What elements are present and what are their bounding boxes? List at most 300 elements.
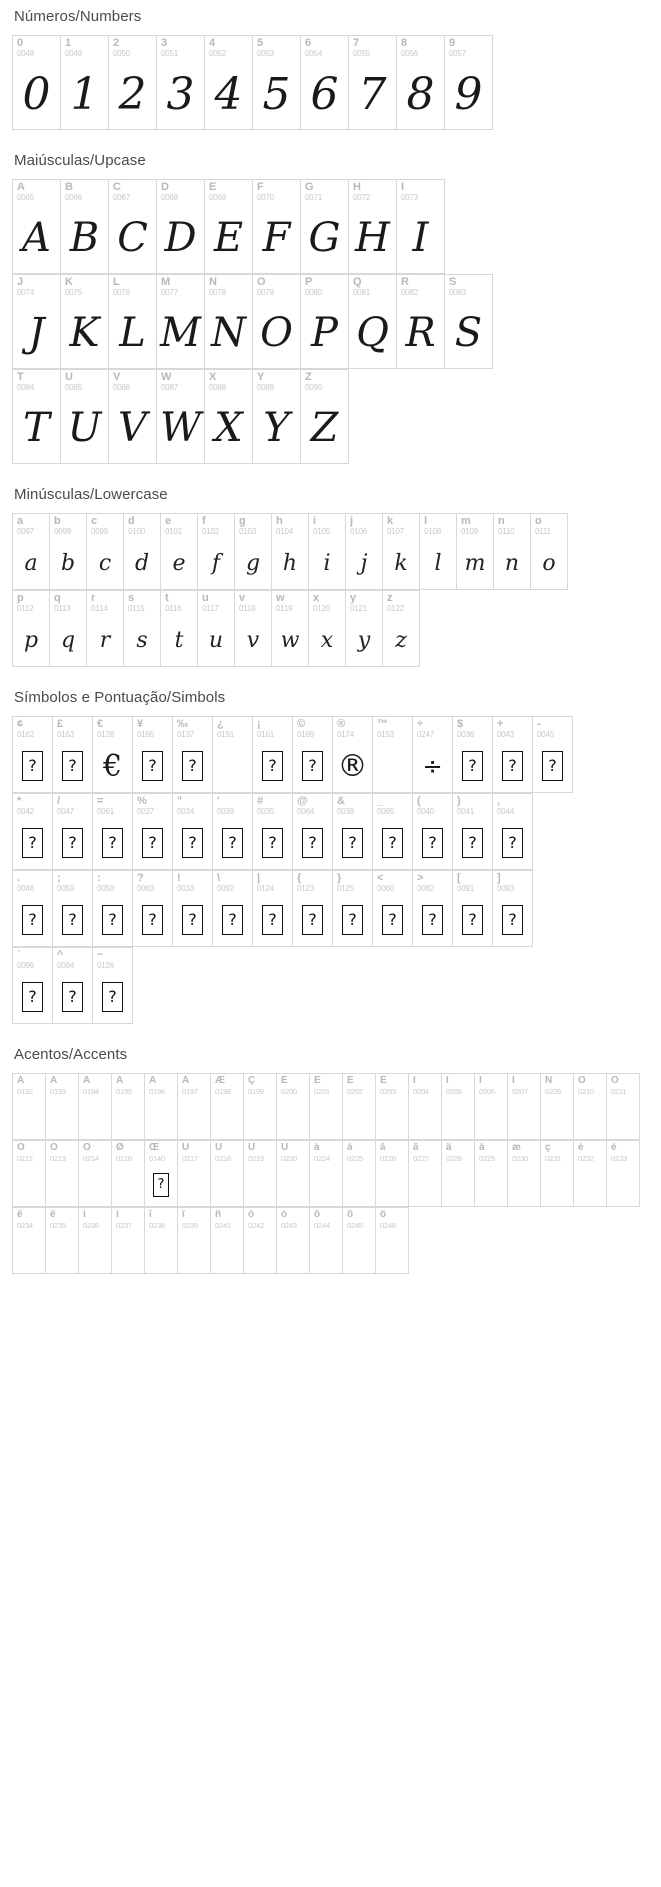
glyph-codepoint-label: 0233 [611, 1154, 627, 1163]
glyph-cell[interactable] [531, 514, 568, 590]
glyph-cell[interactable] [333, 871, 373, 947]
glyph-cell[interactable] [133, 871, 173, 947]
glyph-cell-header [493, 794, 532, 816]
glyph-cell[interactable] [253, 794, 293, 870]
glyph-codepoint-label: 0095 [377, 807, 394, 816]
glyph-char-label: Õ [50, 1143, 58, 1153]
glyph-char-label: ó [281, 1210, 288, 1220]
glyph-char-label: p [17, 593, 24, 604]
glyph-codepoint-label: 0230 [512, 1154, 528, 1163]
glyph-cell[interactable] [124, 514, 161, 590]
glyph-row [12, 870, 533, 947]
glyph-cell-header [61, 370, 108, 392]
glyph-cell[interactable] [277, 1141, 310, 1207]
glyph-preview [133, 893, 172, 947]
glyph-cell[interactable] [13, 514, 50, 590]
glyph-cell[interactable] [46, 1141, 79, 1207]
glyph-cell-header [205, 180, 252, 202]
glyph-codepoint-label: 0046 [17, 884, 34, 893]
glyph-codepoint-label: 0090 [305, 383, 322, 392]
glyph-cell[interactable] [13, 717, 53, 793]
glyph-cell[interactable] [79, 1208, 112, 1274]
glyph-cell[interactable] [349, 275, 397, 369]
glyph-cell-header [13, 591, 49, 613]
glyph-cell[interactable] [13, 36, 61, 130]
glyph-cell-header [173, 717, 212, 739]
glyph-cell[interactable] [46, 1208, 79, 1274]
glyph-preview [346, 613, 382, 667]
glyph-cell-header [161, 591, 197, 613]
glyph-char-label: " [177, 796, 183, 807]
glyph-char-label: } [337, 873, 342, 884]
glyph-cell[interactable] [310, 1141, 343, 1207]
glyph-cell[interactable] [376, 1074, 409, 1140]
glyph-char-label: V [113, 372, 121, 383]
glyph-char-label: . [17, 873, 21, 884]
glyph-cell[interactable] [157, 370, 205, 464]
glyph-char-label: À [17, 1076, 25, 1086]
glyph-cell[interactable] [310, 1208, 343, 1274]
glyph-cell-header [607, 1074, 639, 1096]
glyph-cell[interactable] [383, 591, 420, 667]
glyph-cell[interactable] [346, 591, 383, 667]
glyph-cell[interactable] [178, 1074, 211, 1140]
glyph-character: F [262, 215, 291, 262]
glyph-cell[interactable] [50, 514, 87, 590]
glyph-cell[interactable] [53, 794, 93, 870]
glyph-cell[interactable] [277, 1074, 310, 1140]
glyph-cell[interactable] [213, 871, 253, 947]
glyph-cell[interactable] [494, 514, 531, 590]
glyph-char-label: r [91, 593, 96, 604]
glyph-preview [493, 816, 532, 870]
glyph-cell[interactable] [50, 591, 87, 667]
glyph-cell[interactable] [178, 1208, 211, 1274]
glyph-char-label: ò [248, 1210, 255, 1220]
section-title: Símbolos e Pontuação/Simbols [14, 689, 226, 706]
glyph-cell[interactable] [173, 794, 213, 870]
glyph-cell[interactable] [13, 180, 61, 274]
glyph-char-label: L [113, 277, 120, 288]
glyph-cell[interactable] [112, 1141, 145, 1207]
glyph-cell[interactable] [508, 1141, 541, 1207]
glyph-codepoint-label: 0096 [17, 961, 34, 970]
glyph-codepoint-label: 0088 [209, 383, 226, 392]
glyph-preview [213, 816, 252, 870]
glyph-cell[interactable] [13, 1208, 46, 1274]
glyph-cell[interactable] [376, 1141, 409, 1207]
glyph-preview [413, 816, 452, 870]
glyph-cell[interactable] [397, 180, 445, 274]
glyph-cell[interactable] [373, 794, 413, 870]
glyph-cell[interactable] [253, 180, 301, 274]
glyph-codepoint-label: 0192 [17, 1087, 33, 1096]
glyph-cell[interactable] [157, 180, 205, 274]
glyph-cell[interactable] [453, 871, 493, 947]
glyph-cell[interactable] [253, 871, 293, 947]
glyph-row [12, 716, 573, 793]
glyph-cell[interactable] [607, 1074, 640, 1140]
glyph-cell[interactable] [244, 1208, 277, 1274]
glyph-cell-header [442, 1141, 474, 1163]
glyph-char-label: ì [83, 1210, 86, 1220]
glyph-cell[interactable] [445, 36, 493, 130]
glyph-character: R [405, 310, 436, 357]
glyph-cell[interactable] [244, 1141, 277, 1207]
glyph-preview [109, 202, 156, 274]
glyph-character: J [28, 310, 45, 357]
glyph-cell[interactable] [13, 591, 50, 667]
glyph-cell[interactable] [574, 1141, 607, 1207]
glyph-codepoint-label: 0035 [257, 807, 274, 816]
glyph-preview [445, 297, 492, 369]
glyph-char-label: î [149, 1210, 152, 1220]
glyph-cell[interactable] [493, 871, 533, 947]
glyph-cell[interactable] [109, 36, 157, 130]
glyph-cell[interactable] [413, 794, 453, 870]
glyph-cell[interactable] [253, 275, 301, 369]
glyph-char-label: Ù [182, 1143, 190, 1153]
glyph-cell[interactable] [457, 514, 494, 590]
glyph-cell[interactable] [343, 1208, 376, 1274]
glyph-char-label: ~ [97, 950, 104, 961]
glyph-cell[interactable] [211, 1208, 244, 1274]
glyph-char-label: @ [297, 796, 308, 807]
glyph-cell[interactable] [244, 1074, 277, 1140]
missing-glyph-box-icon: ? [62, 905, 83, 935]
glyph-cell[interactable] [198, 514, 235, 590]
glyph-cell[interactable] [343, 1074, 376, 1140]
missing-glyph-box-icon: ? [153, 1173, 169, 1197]
glyph-cell[interactable] [13, 948, 53, 1024]
glyph-codepoint-label: 0212 [17, 1154, 33, 1163]
glyph-cell[interactable] [61, 180, 109, 274]
glyph-cell[interactable] [205, 36, 253, 130]
glyph-character: o [542, 550, 556, 576]
glyph-char-label: % [137, 796, 147, 807]
missing-glyph-box-icon: ? [342, 905, 363, 935]
glyph-cell[interactable] [13, 370, 61, 464]
glyph-cell[interactable] [453, 717, 493, 793]
glyph-cell[interactable] [53, 717, 93, 793]
glyph-cell[interactable] [309, 514, 346, 590]
section-title: Acentos/Accents [14, 1046, 128, 1063]
glyph-cell[interactable] [173, 717, 213, 793]
glyph-cell[interactable] [211, 1141, 244, 1207]
glyph-cell-header [13, 948, 52, 970]
glyph-cell[interactable] [87, 514, 124, 590]
glyph-cell[interactable] [343, 1141, 376, 1207]
glyph-preview [93, 970, 132, 1024]
glyph-char-label: b [54, 516, 61, 527]
glyph-cell[interactable] [61, 275, 109, 369]
glyph-cell[interactable] [133, 794, 173, 870]
glyph-character: 3 [166, 68, 195, 120]
glyph-cell[interactable] [198, 591, 235, 667]
glyph-char-label: Û [248, 1143, 256, 1153]
glyph-cell[interactable] [309, 591, 346, 667]
glyph-char-label: é [611, 1143, 617, 1153]
glyph-preview [349, 58, 396, 130]
glyph-char-label: i [313, 516, 317, 527]
glyph-character: ® [337, 748, 368, 784]
glyph-char-label: 1 [65, 38, 72, 49]
glyph-cell-header [173, 871, 212, 893]
glyph-cell[interactable] [211, 1074, 244, 1140]
glyph-cell-header [333, 717, 372, 739]
glyph-cell[interactable] [397, 275, 445, 369]
glyph-cell[interactable] [205, 370, 253, 464]
glyph-codepoint-label: 0199 [248, 1087, 264, 1096]
glyph-cell-header [213, 871, 252, 893]
glyph-codepoint-label: 0083 [449, 288, 466, 297]
glyph-cell[interactable] [475, 1141, 508, 1207]
glyph-char-label: Ê [347, 1076, 354, 1086]
glyph-cell[interactable] [109, 370, 157, 464]
glyph-preview [493, 739, 532, 793]
glyph-character: O [260, 310, 293, 357]
glyph-cell[interactable] [145, 1074, 178, 1140]
glyph-cell[interactable] [333, 717, 373, 793]
glyph-char-label: j [350, 516, 354, 527]
glyph-codepoint-label: 0202 [347, 1087, 363, 1096]
glyph-codepoint-label: 0098 [54, 527, 71, 536]
glyph-cell[interactable] [272, 591, 309, 667]
glyph-cell[interactable] [493, 717, 533, 793]
glyph-cell[interactable] [46, 1074, 79, 1140]
glyph-preview [178, 1096, 210, 1140]
glyph-preview [211, 1230, 243, 1274]
glyph-character: c [98, 550, 112, 576]
glyph-char-label: O [257, 277, 266, 288]
glyph-cell[interactable] [301, 36, 349, 130]
glyph-cell[interactable] [109, 180, 157, 274]
glyph-cell[interactable] [541, 1074, 574, 1140]
glyph-cell[interactable] [133, 717, 173, 793]
glyph-char-label: | [257, 873, 261, 884]
glyph-codepoint-label: 0244 [314, 1221, 330, 1230]
glyph-cell[interactable] [109, 275, 157, 369]
glyph-cell[interactable] [93, 871, 133, 947]
glyph-cell[interactable] [272, 514, 309, 590]
glyph-cell[interactable] [253, 36, 301, 130]
glyph-cell[interactable] [161, 591, 198, 667]
glyph-cell[interactable] [173, 871, 213, 947]
glyph-char-label: R [401, 277, 409, 288]
glyph-char-label: [ [457, 873, 461, 884]
glyph-char-label: ê [17, 1210, 23, 1220]
glyph-cell[interactable] [397, 36, 445, 130]
glyph-cell[interactable] [301, 180, 349, 274]
glyph-preview [61, 297, 108, 369]
glyph-character: D [164, 215, 197, 262]
glyph-cell[interactable] [235, 514, 272, 590]
glyph-preview [373, 739, 412, 793]
missing-glyph-box-icon: ? [182, 905, 203, 935]
glyph-cell[interactable] [79, 1074, 112, 1140]
glyph-codepoint-label: 0066 [65, 193, 82, 202]
glyph-character: f [211, 550, 221, 576]
glyph-cell[interactable] [253, 717, 293, 793]
glyph-cell[interactable] [13, 871, 53, 947]
glyph-char-label: Ö [83, 1143, 91, 1153]
glyph-char-label: Â [83, 1076, 91, 1086]
glyph-cell[interactable] [13, 794, 53, 870]
glyph-codepoint-label: 0122 [387, 604, 404, 613]
glyph-cell[interactable] [607, 1141, 640, 1207]
glyph-cell[interactable] [413, 871, 453, 947]
glyph-cell[interactable] [533, 717, 573, 793]
glyph-char-label: å [479, 1143, 485, 1153]
glyph-codepoint-label: 0102 [202, 527, 219, 536]
glyph-preview [53, 739, 92, 793]
glyph-char-label: 8 [401, 38, 408, 49]
glyph-cell-header [53, 794, 92, 816]
glyph-codepoint-label: 0080 [305, 288, 322, 297]
glyph-cell[interactable] [409, 1141, 442, 1207]
glyph-cell[interactable] [301, 370, 349, 464]
glyph-cell[interactable] [205, 180, 253, 274]
glyph-row [12, 179, 445, 274]
glyph-cell[interactable] [541, 1141, 574, 1207]
glyph-char-label: \ [217, 873, 221, 884]
glyph-character: N [211, 310, 246, 357]
glyph-preview [124, 613, 160, 667]
glyph-preview [277, 1096, 309, 1140]
glyph-character: Y [263, 405, 290, 452]
glyph-cell[interactable] [409, 1074, 442, 1140]
glyph-codepoint-label: 0226 [380, 1154, 396, 1163]
glyph-cell-header [205, 36, 252, 58]
glyph-cell[interactable] [346, 514, 383, 590]
glyph-preview [383, 613, 419, 667]
glyph-cell[interactable] [61, 370, 109, 464]
glyph-cell[interactable] [310, 1074, 343, 1140]
glyph-cell[interactable] [293, 717, 333, 793]
glyph-cell[interactable] [293, 871, 333, 947]
glyph-cell[interactable] [383, 514, 420, 590]
glyph-cell[interactable] [413, 717, 453, 793]
glyph-character: 5 [262, 68, 291, 120]
glyph-cell[interactable] [445, 275, 493, 369]
glyph-cell[interactable] [112, 1074, 145, 1140]
glyph-cell-header [13, 1074, 45, 1096]
glyph-codepoint-label: 0140 [149, 1154, 165, 1163]
glyph-cell[interactable] [79, 1141, 112, 1207]
glyph-char-label: U [65, 372, 73, 383]
glyph-preview [13, 613, 49, 667]
glyph-cell[interactable] [373, 717, 413, 793]
glyph-cell[interactable] [349, 180, 397, 274]
glyph-cell[interactable] [93, 948, 133, 1024]
glyph-cell[interactable] [277, 1208, 310, 1274]
glyph-codepoint-label: 0049 [65, 49, 82, 58]
glyph-char-label: ™ [377, 719, 388, 730]
glyph-cell[interactable] [442, 1074, 475, 1140]
glyph-preview [253, 739, 292, 793]
glyph-cell[interactable] [87, 591, 124, 667]
glyph-cell[interactable] [301, 275, 349, 369]
glyph-cell[interactable] [124, 591, 161, 667]
glyph-row [12, 1140, 640, 1207]
glyph-character: q [60, 627, 76, 653]
glyph-cell-header [13, 36, 60, 58]
glyph-cell[interactable] [145, 1208, 178, 1274]
glyph-preview [253, 202, 300, 274]
glyph-cell[interactable] [93, 794, 133, 870]
glyph-cell[interactable] [13, 1141, 46, 1207]
glyph-cell[interactable] [157, 275, 205, 369]
glyph-cell[interactable] [442, 1141, 475, 1207]
glyph-cell[interactable] [112, 1208, 145, 1274]
glyph-cell[interactable] [293, 794, 333, 870]
glyph-cell[interactable] [213, 717, 253, 793]
glyph-cell[interactable] [373, 871, 413, 947]
glyph-cell[interactable] [493, 794, 533, 870]
glyph-preview [293, 739, 332, 793]
glyph-cell-header [133, 794, 172, 816]
glyph-preview [145, 1230, 177, 1274]
glyph-cell[interactable] [61, 36, 109, 130]
glyph-codepoint-label: 0062 [417, 884, 434, 893]
glyph-char-label: ¢ [17, 719, 24, 730]
glyph-cell[interactable] [53, 871, 93, 947]
glyph-cell[interactable] [574, 1074, 607, 1140]
glyph-preview [213, 739, 252, 793]
glyph-char-label: © [297, 719, 306, 730]
glyph-cell[interactable] [349, 36, 397, 130]
glyph-codepoint-label: 0235 [50, 1221, 66, 1230]
glyph-cell-header [46, 1141, 78, 1163]
glyph-cell[interactable] [13, 275, 61, 369]
glyph-cell[interactable] [53, 948, 93, 1024]
glyph-cell[interactable] [508, 1074, 541, 1140]
glyph-cell-header [310, 1208, 342, 1230]
glyph-cell[interactable] [376, 1208, 409, 1274]
glyph-cell-header [235, 514, 271, 536]
glyph-cell[interactable] [157, 36, 205, 130]
glyph-codepoint-label: 0105 [313, 527, 330, 536]
glyph-preview [244, 1163, 276, 1207]
glyph-preview [79, 1163, 111, 1207]
glyph-cell[interactable] [235, 591, 272, 667]
glyph-cell[interactable] [205, 275, 253, 369]
glyph-preview [178, 1163, 210, 1207]
glyph-preview [253, 392, 300, 464]
glyph-codepoint-label: 0050 [113, 49, 130, 58]
glyph-preview [457, 536, 493, 590]
glyph-cell[interactable] [178, 1141, 211, 1207]
glyph-cell[interactable] [145, 1141, 178, 1207]
glyph-cell[interactable] [93, 717, 133, 793]
glyph-char-label: ( [417, 796, 421, 807]
glyph-cell[interactable] [475, 1074, 508, 1140]
glyph-character: P [311, 310, 338, 357]
glyph-char-label: E [209, 182, 217, 193]
glyph-codepoint-label: 0207 [512, 1087, 528, 1096]
glyph-cell[interactable] [13, 1074, 46, 1140]
glyph-cell[interactable] [161, 514, 198, 590]
glyph-preview [13, 1163, 45, 1207]
glyph-cell[interactable] [213, 794, 253, 870]
glyph-cell[interactable] [453, 794, 493, 870]
glyph-preview [420, 536, 456, 590]
glyph-codepoint-label: 0071 [305, 193, 322, 202]
glyph-cell[interactable] [333, 794, 373, 870]
glyph-cell[interactable] [420, 514, 457, 590]
glyph-cell[interactable] [253, 370, 301, 464]
missing-glyph-box-icon: ? [342, 828, 363, 858]
